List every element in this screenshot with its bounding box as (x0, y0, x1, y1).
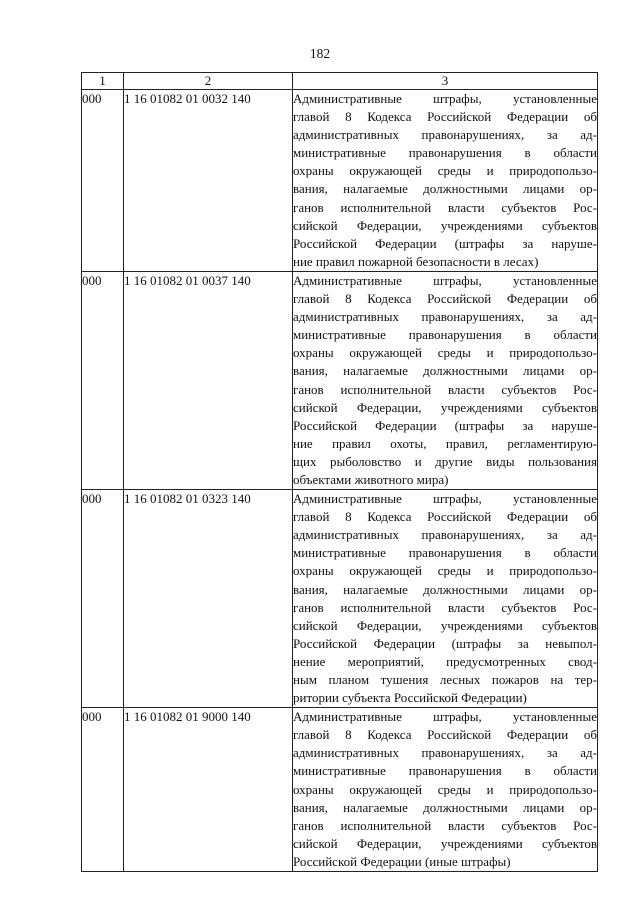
table-row (82, 271, 598, 489)
admin-code-cell: 000 (82, 490, 124, 708)
description-line: Административные штрафы, установленные (293, 491, 597, 507)
table-row (82, 490, 598, 708)
column-header-1: 1 (82, 73, 124, 90)
description-cell (293, 490, 598, 708)
description-line: ритории субъекта Российской Федерации) (293, 690, 527, 706)
description-line: Административные штрафы, установленные (293, 709, 597, 725)
description-line: Административные штрафы, установленные (293, 272, 597, 288)
budget-classification-table (81, 72, 598, 872)
description-line: главой 8 Кодекса Российской Федерации об (293, 509, 597, 525)
description-line: сийской Федерации, учреждениями субъектов (293, 617, 597, 633)
description-line: административных правонарушениях, за ад- (293, 745, 597, 761)
description-line: ганов исполнительной власти субъектов Рос- (293, 199, 597, 215)
table-header-row (82, 73, 598, 90)
description-line: министративные правонарушения в области (293, 545, 597, 561)
description-line: ным планом тушения лесных пожаров на тер- (293, 672, 597, 687)
admin-code-cell: 000 (82, 271, 124, 489)
description-line: административных правонарушениях, за ад- (293, 527, 597, 543)
description-line: вания, налагаемые должностными лицами ор- (293, 181, 597, 197)
description-line: объектами животного мира) (293, 471, 449, 487)
description-line: ганов исполнительной власти субъектов Рос- (293, 381, 597, 397)
budget-code-cell: 1 16 01082 01 0032 140 (124, 90, 293, 272)
description-line: щих рыболовство и другие виды пользования (293, 453, 597, 469)
description-line: Российской Федерации (штрафы за наруше- (293, 235, 597, 251)
description-line: ние правил охоты, правил, регламентирую- (293, 435, 597, 451)
description-line: министративные правонарушения в области (293, 145, 597, 161)
description-cell (293, 708, 598, 872)
description-line: ганов исполнительной власти субъектов Рос- (293, 599, 597, 615)
description-line: сийской Федерации, учреждениями субъектов (293, 399, 597, 415)
description-line: нение мероприятий, предусмотренных свод- (293, 653, 597, 669)
description-cell (293, 90, 598, 272)
description-line: охраны окружающей среды и природопользо- (293, 781, 597, 797)
description-line: главой 8 Кодекса Российской Федерации об (293, 109, 597, 125)
table-body (82, 90, 598, 872)
admin-code-cell: 000 (82, 90, 124, 272)
table-row (82, 708, 598, 872)
budget-code-cell: 1 16 01082 01 9000 140 (124, 708, 293, 872)
description-line: главой 8 Кодекса Российской Федерации об (293, 727, 597, 743)
description-line: ние правил пожарной безопасности в лесах) (293, 253, 539, 269)
description-line: Российской Федерации (иные штрафы) (293, 853, 511, 869)
description-line: сийской Федерации, учреждениями субъектов (293, 835, 597, 851)
description-line: охраны окружающей среды и природопользо- (293, 345, 597, 361)
description-cell (293, 271, 598, 489)
description-line: охраны окружающей среды и природопользо- (293, 163, 597, 179)
description-line: главой 8 Кодекса Российской Федерации об (293, 291, 597, 307)
budget-code-cell: 1 16 01082 01 0037 140 (124, 271, 293, 489)
description-line: административных правонарушениях, за ад- (293, 309, 597, 325)
description-line: вания, налагаемые должностными лицами ор- (293, 799, 597, 815)
budget-code-cell: 1 16 01082 01 0323 140 (124, 490, 293, 708)
table-row (82, 90, 598, 272)
description-line: министративные правонарушения в области (293, 327, 597, 343)
column-header-3: 3 (293, 73, 598, 90)
description-line: вания, налагаемые должностными лицами ор- (293, 363, 597, 379)
description-line: вания, налагаемые должностными лицами ор- (293, 581, 597, 597)
description-line: Российской Федерации (штрафы за наруше- (293, 417, 597, 433)
description-line: административных правонарушениях, за ад- (293, 127, 597, 143)
admin-code-cell: 000 (82, 708, 124, 872)
description-line: Российской Федерации (штрафы за невыпол- (293, 635, 597, 651)
description-line: сийской Федерации, учреждениями субъектов (293, 217, 597, 233)
description-line: Административные штрафы, установленные (293, 91, 597, 106)
description-line: министративные правонарушения в области (293, 763, 597, 779)
description-line: ганов исполнительной власти субъектов Рос- (293, 817, 597, 833)
description-line: охраны окружающей среды и природопользо- (293, 563, 597, 579)
column-header-2: 2 (124, 73, 293, 90)
page-number: 182 (309, 46, 331, 61)
